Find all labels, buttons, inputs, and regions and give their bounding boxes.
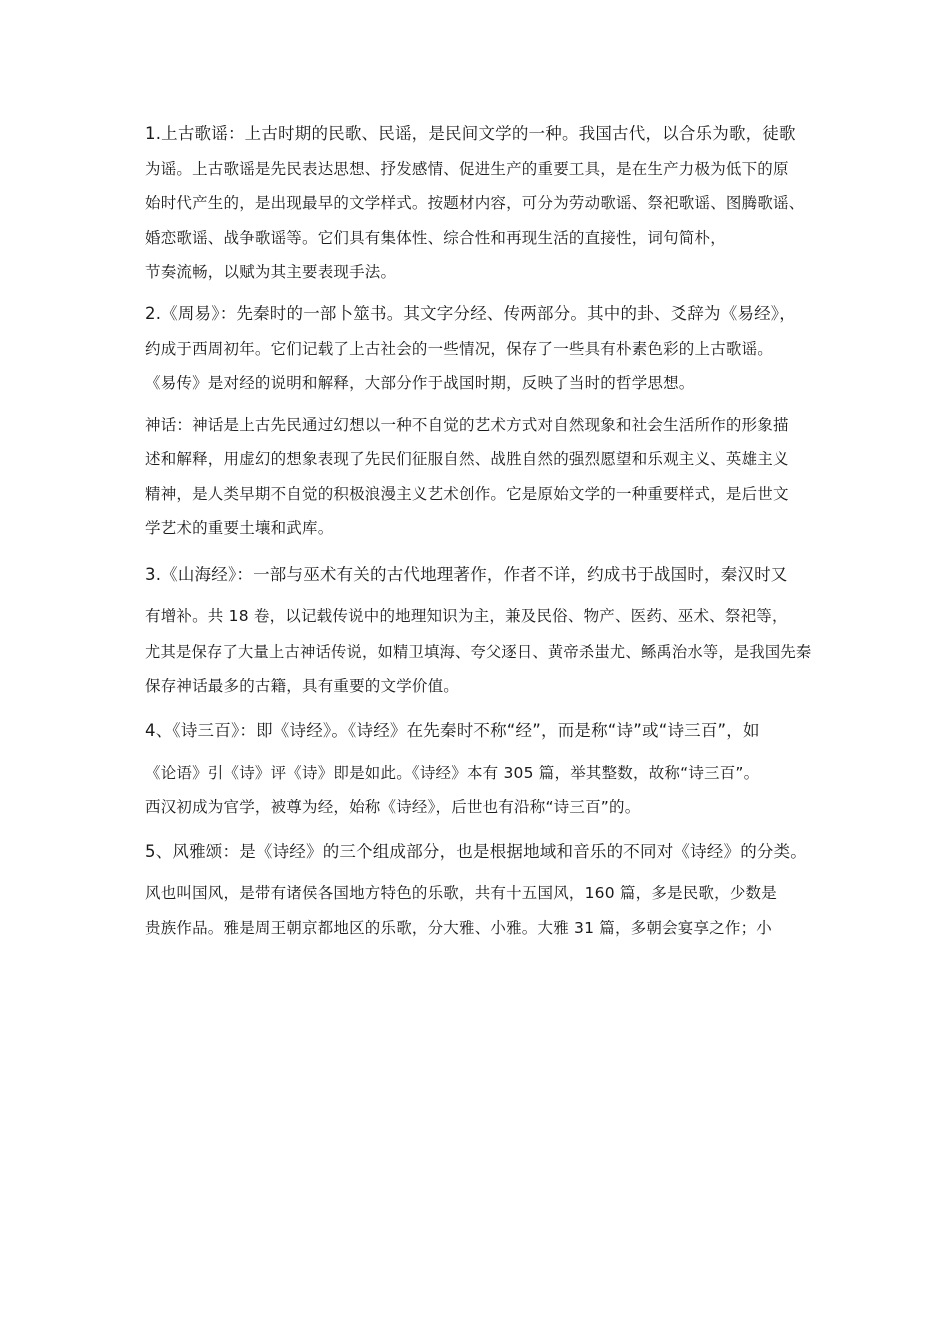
text-line: 贵族作品。雅是周王朝京都地区的乐歌，分大雅、小雅。大雅 31 篇，多朝会宴享之作；小 bbox=[145, 919, 772, 937]
text-line: 精神，是人类早期不自觉的积极浪漫主义艺术创作。它是原始文学的一种重要样式，是后世文 bbox=[145, 485, 789, 503]
text-line: 《易传》是对经的说明和解释，大部分作于战国时期，反映了当时的哲学思想。 bbox=[145, 374, 695, 392]
text-line: 3.《山海经》：一部与巫术有关的古代地理著作，作者不详，约成书于战国时，秦汉时又 bbox=[145, 565, 788, 584]
text-line: 2.《周易》：先秦时的一部卜筮书。其文字分经、传两部分。其中的卦、爻辞为《易经》， bbox=[145, 304, 796, 323]
text-line: 约成于西周初年。它们记载了上古社会的一些情况，保存了一些具有朴素色彩的上古歌谣。 bbox=[145, 340, 774, 358]
text-line: 风也叫国风，是带有诸侯各国地方特色的乐歌，共有十五国风，160 篇，多是民歌，少数是 bbox=[145, 884, 777, 902]
text-line: 神话：神话是上古先民通过幻想以一种不自觉的艺术方式对自然现象和社会生活所作的形象描 bbox=[145, 416, 789, 434]
text-line: 西汉初成为官学，被尊为经，始称《诗经》，后世也有沿称“诗三百”的。 bbox=[145, 798, 641, 816]
text-line: 学艺术的重要土壤和武库。 bbox=[145, 519, 334, 537]
text-line: 4、《诗三百》：即《诗经》。《诗经》在先秦时不称“经”，而是称“诗”或“诗三百”，如 bbox=[145, 721, 760, 740]
text-line: 有增补。共 18 卷，以记载传说中的地理知识为主，兼及民俗、物产、医药、巫术、祭祀等， bbox=[145, 607, 788, 625]
text-line: 5、风雅颂：是《诗经》的三个组成部分，也是根据地域和音乐的不同对《诗经》的分类。 bbox=[145, 842, 807, 861]
text-line: 尤其是保存了大量上古神话传说，如精卫填海、夸父逐日、黄帝杀蚩尤、鲧禹治水等，是我国先秦 bbox=[145, 643, 812, 661]
text-line: 保存神话最多的古籍，具有重要的文学价值。 bbox=[145, 677, 460, 695]
text-line: 1.上古歌谣：上古时期的民歌、民谣，是民间文学的一种。我国古代，以合乐为歌，徒歌 bbox=[145, 124, 796, 143]
text-line: 《论语》引《诗》评《诗》即是如此。《诗经》本有 305 篇，举其整数，故称“诗三百”。 bbox=[145, 764, 760, 782]
text-line: 婚恋歌谣、战争歌谣等。它们具有集体性、综合性和再现生活的直接性，词句简朴， bbox=[145, 229, 726, 247]
text-line: 始时代产生的，是出现最早的文学样式。按题材内容，可分为劳动歌谣、祭祀歌谣、图腾歌谣、 bbox=[145, 194, 805, 212]
text-line: 节奏流畅，以赋为其主要表现手法。 bbox=[145, 263, 397, 281]
text-line: 述和解释，用虚幻的想象表现了先民们征服自然、战胜自然的强烈愿望和乐观主义、英雄主义 bbox=[145, 450, 789, 468]
text-line: 为谣。上古歌谣是先民表达思想、抒发感情、促进生产的重要工具，是在生产力极为低下的原 bbox=[145, 160, 789, 178]
